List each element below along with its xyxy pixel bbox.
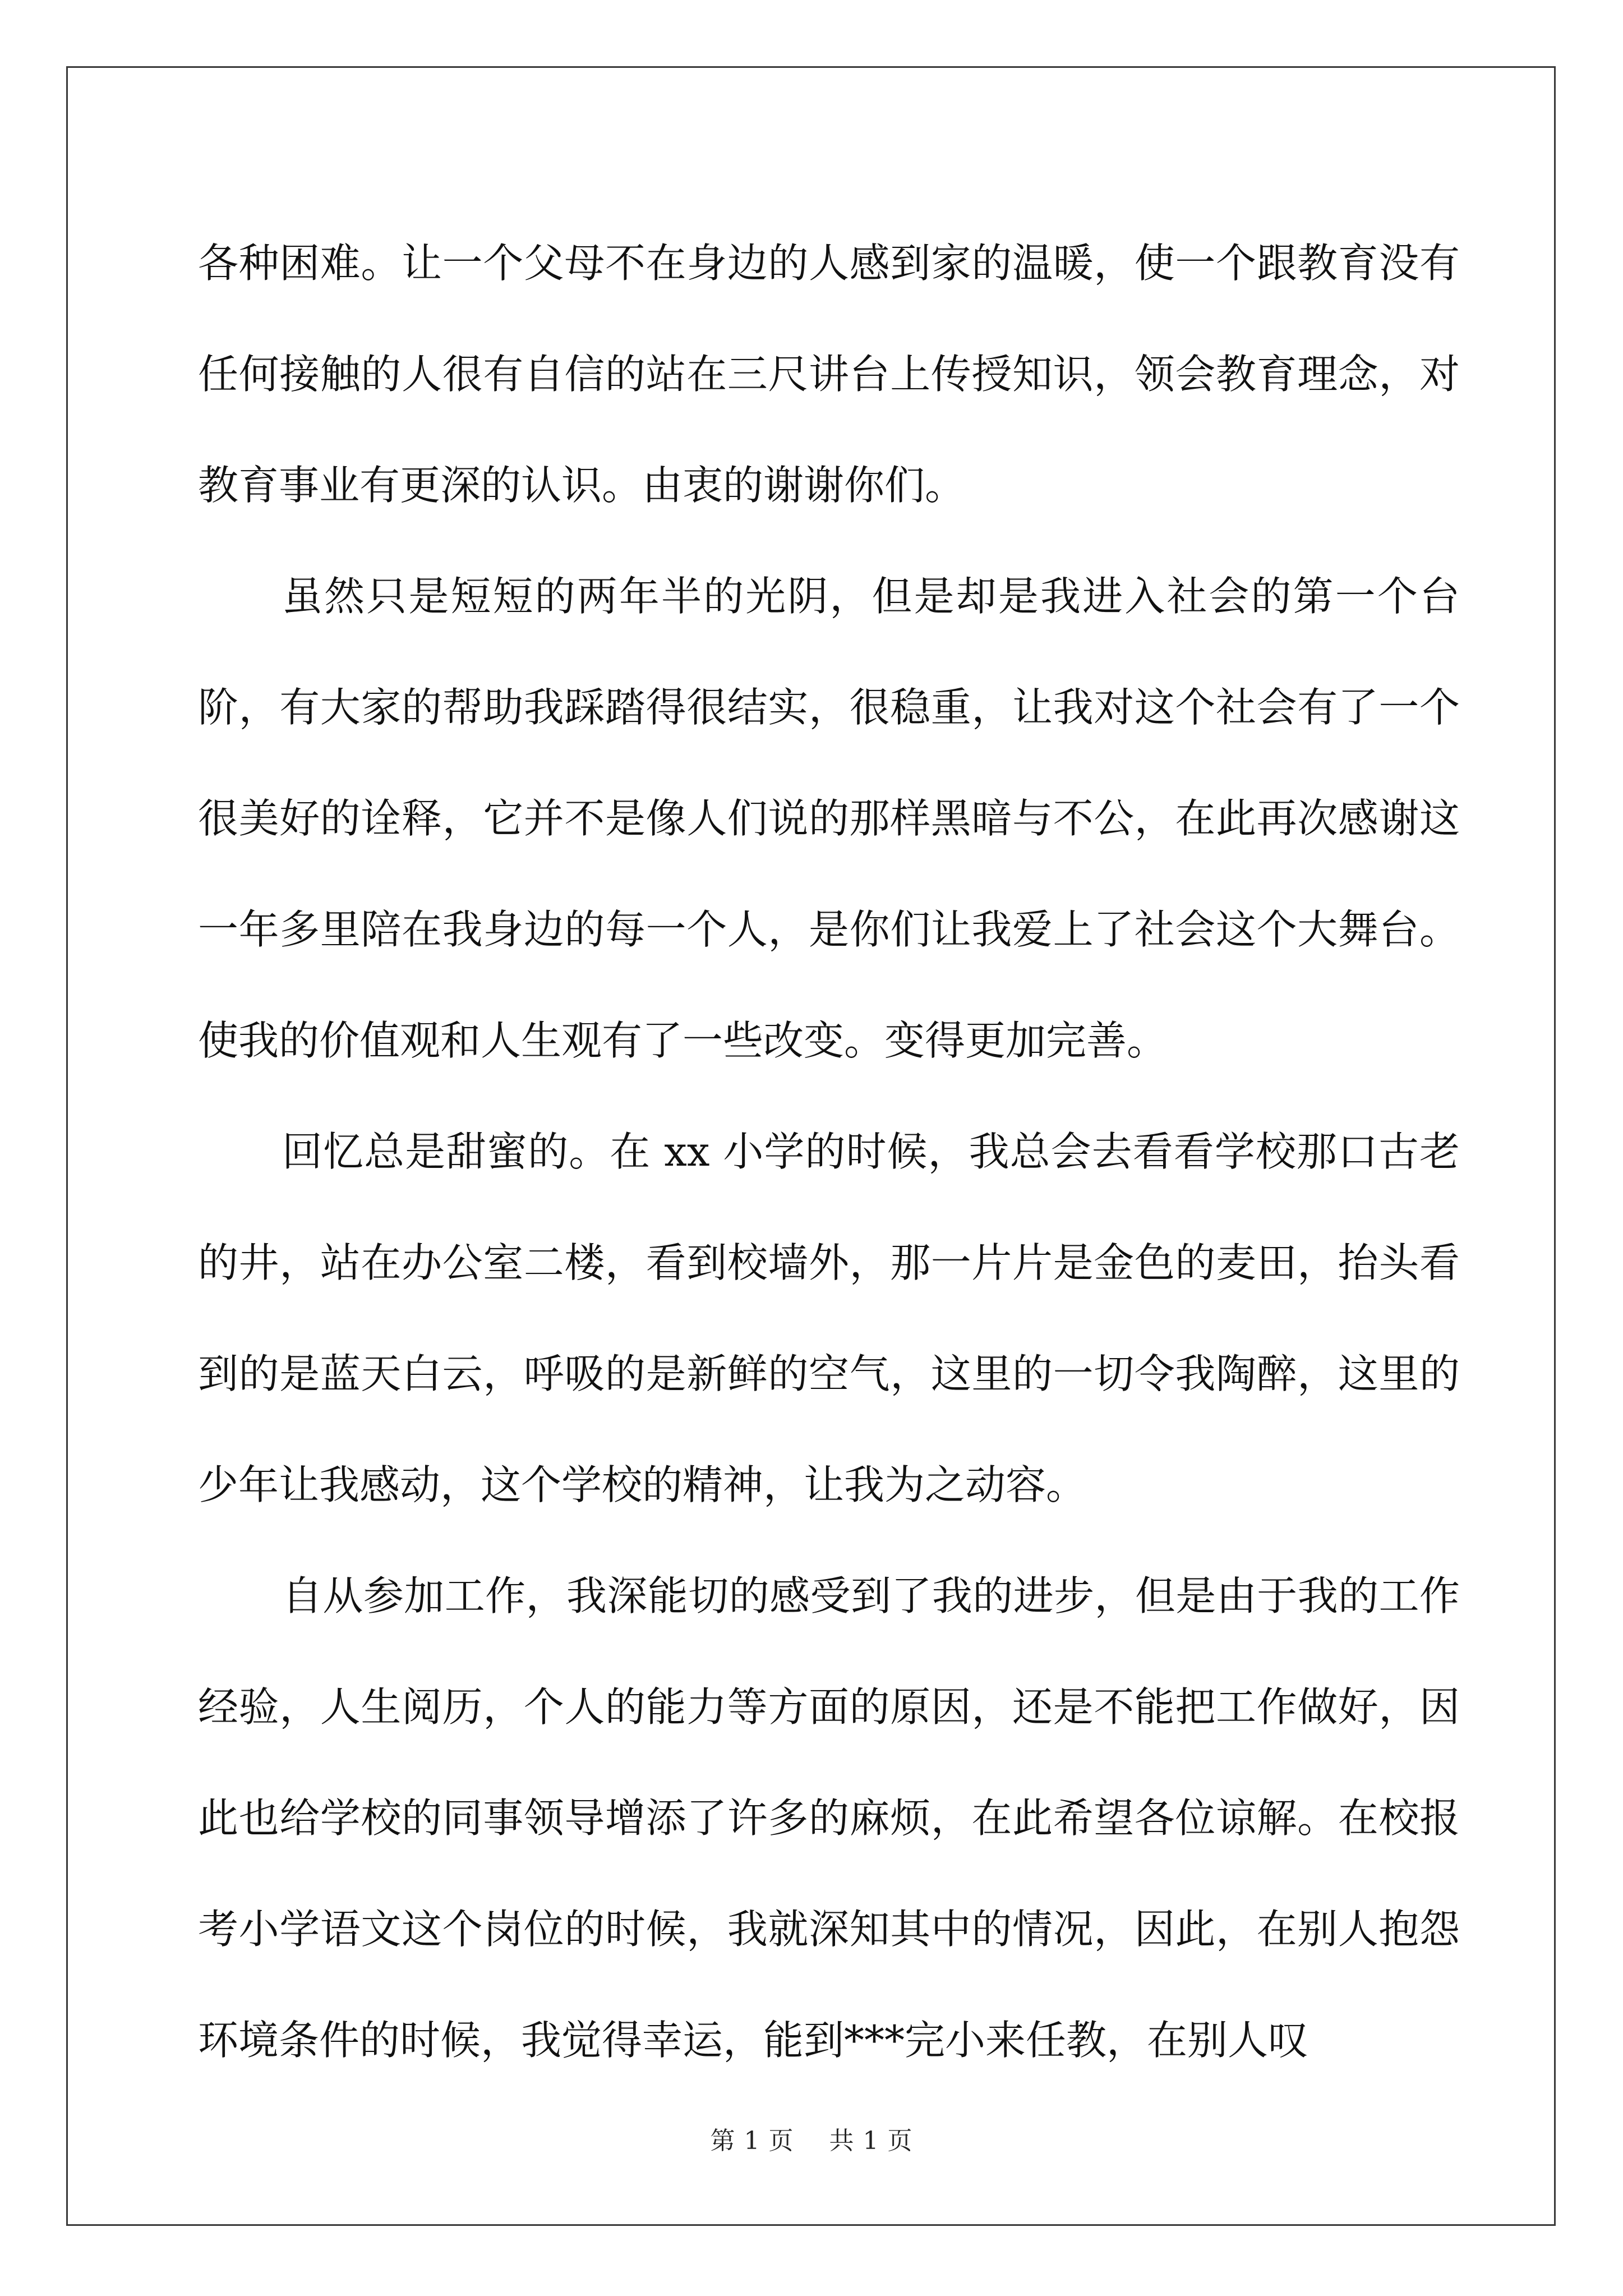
page-footer	[0, 2120, 1623, 2156]
page-number: 第 1 页	[710, 2127, 794, 2155]
paragraph: 自从参加工作，我深能切的感受到了我的进步，但是由于我的工作经验，人生阅历，个人的能力等方面的原因，还是不能把工作做好，因此也给学校的同事领导增添了许多的麻烦，在此希望各位谅解。在校报考小学语文这个岗位的时候，我就深知其中的情况，因此，在别人抱怨环境条件的时候，我觉得幸运，能到***完小来任教，在别人叹	[198, 1572, 1460, 2064]
paragraph: 回忆总是甜蜜的。在 xx 小学的时候，我总会去看看学校那口古老的井，站在办公室二楼，看到校墙外，那一片片是金色的麦田，抬头看到的是蓝天白云，呼吸的是新鲜的空气，这里的一切令我陶醉，这里的少年让我感动，这个学校的精神，让我为之动容。	[198, 1128, 1460, 1508]
paragraph: 虽然只是短短的两年半的光阴，但是却是我进入社会的第一个台阶，有大家的帮助我踩踏得很结实，很稳重，让我对这个社会有了一个很美好的诠释，它并不是像人们说的那样黑暗与不公，在此再次感谢这一年多里陪在我身边的每一个人，是你们让我爱上了社会这个大舞台。使我的价值观和人生观有了一些改变。变得更加完善。	[198, 573, 1460, 1064]
paragraph-continuation: 各种困难。让一个父母不在身边的人感到家的温暖，使一个跟教育没有任何接触的人很有自信的站在三尺讲台上传授知识，领会教育理念，对教育事业有更深的认识。由衷的谢谢你们。	[198, 240, 1460, 509]
document-body	[198, 208, 1460, 2096]
page-total: 共 1 页	[829, 2127, 913, 2155]
